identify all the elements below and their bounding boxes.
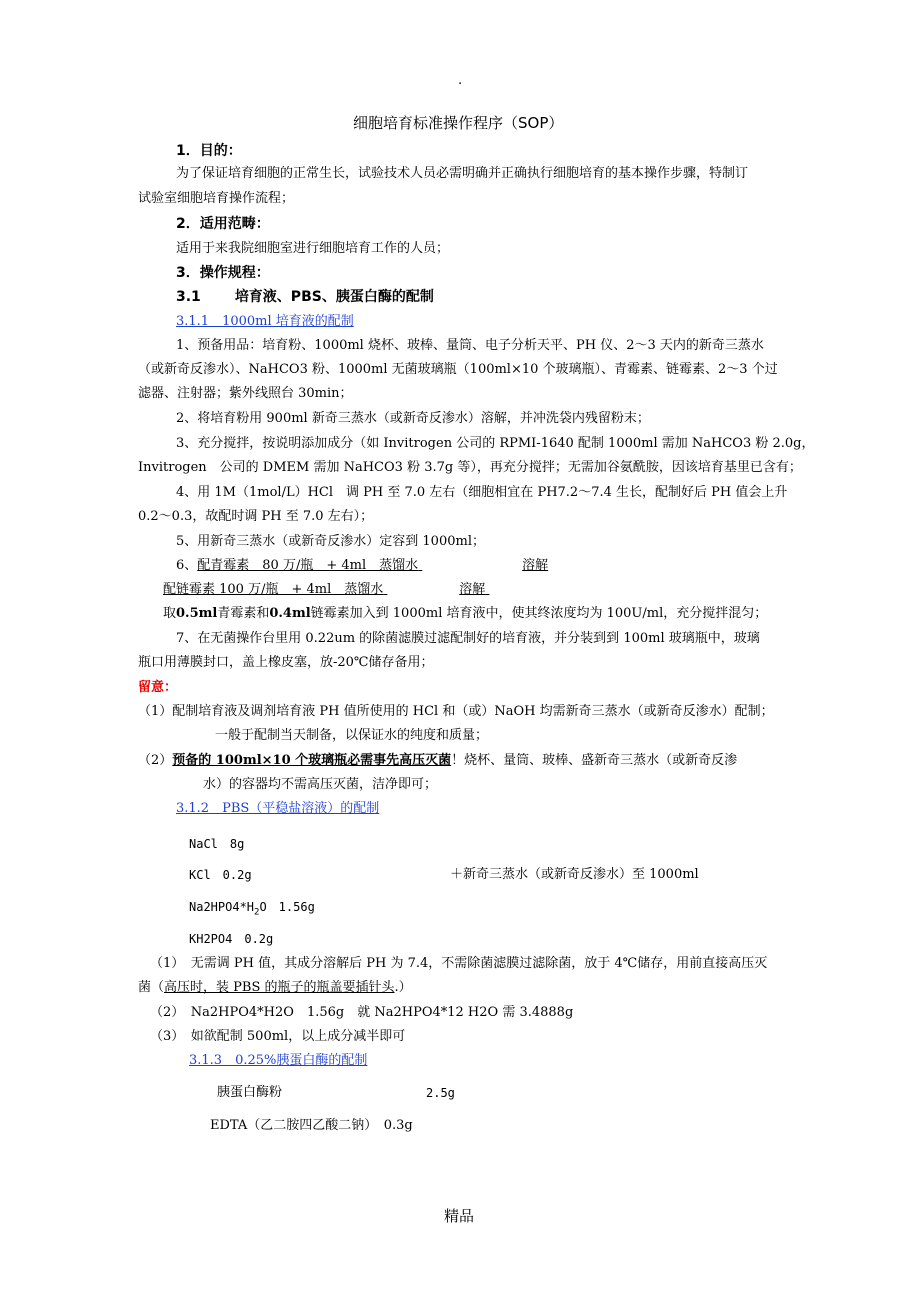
notice-label: 留意： [138,680,178,695]
notice-1: （1）配制培育液及调剂培育液 PH 值所使用的 HCl 和（或）NaOH 均需新奇三蒸水（或新奇反渗水）配制； [138,704,774,719]
step-3-line-1: 3、充分搅拌，按说明添加成分（如 Invitrogen 公司的 RPMI-1640 配制 1000ml 需加 NaHCO3 粉 2.0g， [176,436,815,451]
pbs-water: ＋新奇三蒸水（或新奇反渗水）至 1000ml [450,867,699,882]
step-6-penicillin [176,557,548,575]
notice-1-cont: 一般于配制当天制备，以保证水的纯度和质量； [215,728,489,743]
footer-label: 精品 [444,1207,475,1225]
step-4-line-2: 0.2～0.3，故配时调 PH 至 7.0 左右）； [138,509,374,524]
pbs-na2hpo4: $Na2HPO4*H_2O$ 1.56g [189,900,315,918]
step-3-line-2: Invitrogen 公司的 DMEM 需加 NaHCO3 粉 3.7g 等），再充分搅拌；无需加谷氨酰胺，因该培育基里已含有； [138,460,802,475]
pbs-note-1: （1） 无需调 PH 值，其成分溶解后 PH 为 7.4，不需除菌滤膜过滤除菌，放于 4℃储存，用前直接高压灭 [150,956,768,971]
step-6-dosage: 取0.5ml青霉素和0.4ml链霉素加入到 1000ml 培育液中，使其终浓度均为 100U/ml，充分搅拌混匀； [163,606,768,621]
subsection-3-1-2-link[interactable]: 3.1.2 PBS（平稳盐溶液）的配制 [176,801,380,816]
streptomycin-prep: 配链霉素 100 万/瓶 + 4ml 蒸馏水 [163,582,384,597]
step-1-line-1: 1、预备用品：培育粉、1000ml 烧杯、玻棒、量筒、电子分析天平、PH 仪、2～3 天内的新奇三蒸水 [176,338,764,353]
edta: EDTA（乙二胺四乙酸二钠） 0.3g [210,1118,413,1133]
step-1-line-3: 滤器、注射器；紫外线照台 30min； [138,386,353,401]
section-1-text-2: 试验室细胞培育操作流程； [138,191,295,206]
step-5: 5、用新奇三蒸水（或新奇反渗水）定容到 1000ml； [176,534,485,549]
step-6-streptomycin [163,581,513,599]
subsection-3-1-title: 培育液、PBS、胰蛋白酶的配制 [234,289,434,305]
subsection-3-1-number: 3.1 [176,289,201,305]
subsection-3-1-1-link[interactable]: 3.1.1 1000ml 培育液的配制 [176,314,354,329]
section-1-heading: 1．目的： [176,143,242,159]
step-4-line-1: 4、用 1M（1mol/L）HCl 调 PH 至 7.0 左右（细胞相宜在 PH7.2～7.4 生长，配制好后 PH 值会上升 [176,485,788,500]
section-1-text-1: 为了保证培育细胞的正常生长，试验技术人员必需明确并正确执行细胞培育的基本操作步骤，特制订 [176,166,749,181]
pbs-nacl: NaCl 8g [189,837,245,851]
pbs-autoclave-tip: 高压时，装 PBS 的瓶子的瓶盖要插针头 [164,980,395,995]
penicillin-prep: 配青霉素 80 万/瓶 + 4ml 蒸馏水 [197,558,419,573]
step-6-number: 6、 [176,558,198,573]
section-3-heading: 3．操作规程： [176,265,270,281]
streptomycin-dissolve: 溶解 [459,582,486,597]
step-7-line-1: 7、在无菌操作台里用 0.22um 的除菌滤膜过滤配制好的培育液，并分装到到 100ml 玻璃瓶中，玻璃 [176,631,760,646]
section-2-heading: 2．适用范畴： [176,216,270,232]
subsection-3-1-3-link[interactable]: 3.1.3 0.25%胰蛋白酶的配制 [189,1053,368,1068]
pbs-kcl: KCl 0.2g [189,868,252,882]
section-2-text: 适用于来我院细胞室进行细胞培育工作的人员； [176,241,450,256]
pbs-note-2: （2） Na2HPO4*H2O 1.56g 就 Na2HPO4*12 H2O 需 3.4888g [150,1005,574,1020]
header-dot: . [458,73,463,88]
pbs-kh2po4: KH2PO4 0.2g [189,932,274,946]
step-2: 2、将培育粉用 900ml 新奇三蒸水（或新奇反渗水）溶解，并冲洗袋内残留粉末； [176,411,650,426]
notice-2-cont: 水）的容器均不需高压灭菌，洁净即可； [203,777,438,792]
notice-2: （2）预备的 100ml×10 个玻璃瓶必需事先高压灭菌！烧杯、量筒、玻棒、盛新奇三蒸水（或新奇反渗 [138,753,738,768]
trypsin-powder-amount: 2.5g [426,1086,455,1100]
step-7-line-2: 瓶口用薄膜封口，盖上橡皮塞，放-20℃储存备用； [138,655,434,670]
doc-title: 细胞培育标准操作程序（SOP） [353,114,564,132]
penicillin-dissolve: 溶解 [522,558,549,573]
pbs-note-3: （3） 如欲配制 500ml，以上成分减半即可 [150,1029,406,1044]
subsection-3-1-heading [176,288,434,306]
step-1-line-2: （或新奇反渗水）、NaHCO3 粉、1000ml 无菌玻璃瓶（100ml×10 个玻璃瓶）、青霉素、链霉素、2～3 个过 [138,362,778,377]
notice-2-emphasis: 预备的 100ml×10 个玻璃瓶必需事先高压灭菌 [172,753,452,768]
pbs-note-1-cont: 菌（高压时，装 PBS 的瓶子的瓶盖要插针头.） [138,980,412,995]
trypsin-powder: 胰蛋白酶粉 [217,1085,283,1100]
